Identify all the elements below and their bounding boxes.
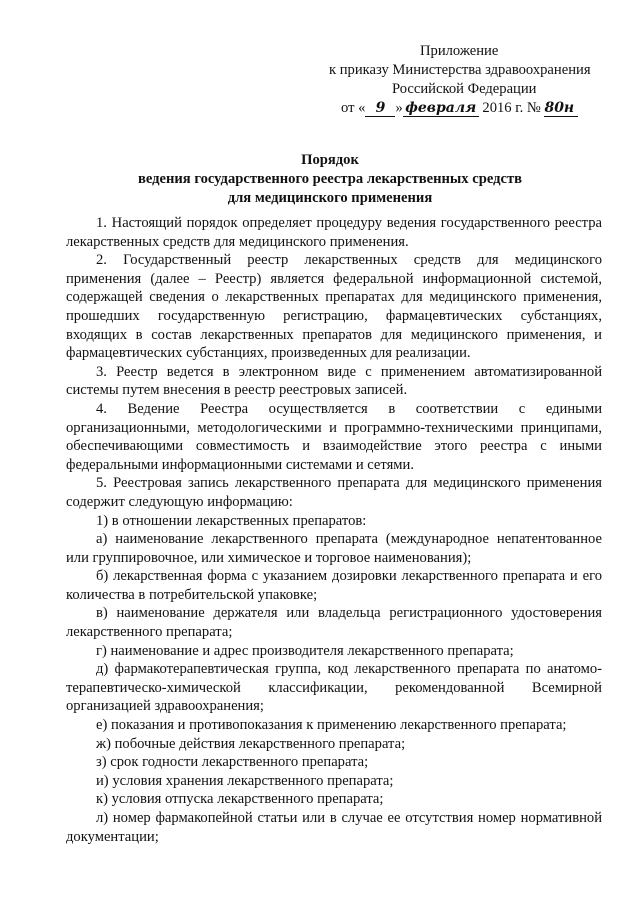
handwritten-month: февраля: [403, 101, 479, 117]
paragraph-3: 3. Реестр ведется в электронном виде с применением автоматизированной системы путем внесения в реестр реестровых записей.: [66, 363, 602, 399]
title-line-3: для медицинского применения: [227, 190, 433, 206]
handwritten-day: 9: [365, 101, 395, 117]
document-title: [60, 151, 600, 208]
appendix-label: Приложение: [420, 43, 499, 59]
federation-name: Российской Федерации: [392, 81, 537, 97]
subitem-l: л) номер фармакопейной статьи или в случае ее отсутствия номер нормативной документации;: [66, 810, 602, 845]
subitem-e: е) показания и противопоказания к применению лекарственного препарата;: [96, 717, 567, 734]
subitem-v: в) наименование держателя или владельца регистрационного удостоверения лекарственного препарата;: [66, 605, 602, 641]
subitem-i: и) условия хранения лекарственного препарата;: [96, 772, 394, 789]
order-reference: к приказу Министерства здравоохранения: [329, 62, 591, 78]
order-date-line: [326, 99, 616, 118]
document-body: [66, 214, 602, 846]
subitem-b: б) лекарственная форма с указанием дозировки лекарственного препарата и его количества в потребительской упаковке;: [66, 568, 602, 603]
paragraph-5: 5. Реестровая запись лекарственного препарата для медицинского применения содержит следующую информацию:: [66, 475, 602, 510]
title-line-1: Порядок: [301, 152, 359, 168]
title-line-2: ведения государственного реестра лекарственных средств: [137, 171, 523, 187]
paragraph-1: 1. Настоящий порядок определяет процедуру ведения государственного реестра лекарственных средств для медицинского применения.: [66, 215, 602, 250]
subitem-d: д) фармакотерапевтическая группа, код лекарственного препарата по анатомо-терапевтическо-химической классификации, рекомендованной Всемирной организацией здравоохранения;: [66, 661, 602, 715]
paragraph-2: 2. Государственный реестр лекарственных средств для медицинского применения (далее – Реестр) является федеральной информационной системой, содержащей сведения о лекарственных препаратах для медицинского применения, прошедших государственную регистрацию, фармацевтических субстанциях, входящих в состав лекарственных препаратов для медицинского применения, и фармацевтических субстанциях, произведенных для реализации.: [66, 252, 602, 362]
paragraph-4: 4. Ведение Реестра осуществляется в соответствии с едиными организационными, методологическими и программно-техническими принципами, обеспечивающими совместимость и взаимодействие этого реестра с иными федеральными информационными системами и сетями.: [66, 400, 602, 473]
date-mid: »: [395, 100, 403, 116]
date-year: 2016 г. №: [482, 100, 541, 116]
date-prefix: от «: [341, 100, 366, 116]
subitem-1: 1) в отношении лекарственных препаратов:: [96, 512, 367, 529]
appendix-header: [326, 42, 616, 118]
subitem-z: з) срок годности лекарственного препарата;: [96, 754, 369, 771]
handwritten-order-number: 80н: [544, 101, 578, 117]
subitem-zh: ж) побочные действия лекарственного препарата;: [96, 735, 406, 752]
subitem-k: к) условия отпуска лекарственного препарата;: [96, 791, 384, 808]
subitem-a: а) наименование лекарственного препарата (международное непатентованное или группировочное, или химическое и торговое наименования);: [66, 531, 602, 566]
subitem-g: г) наименование и адрес производителя лекарственного препарата;: [96, 642, 514, 659]
